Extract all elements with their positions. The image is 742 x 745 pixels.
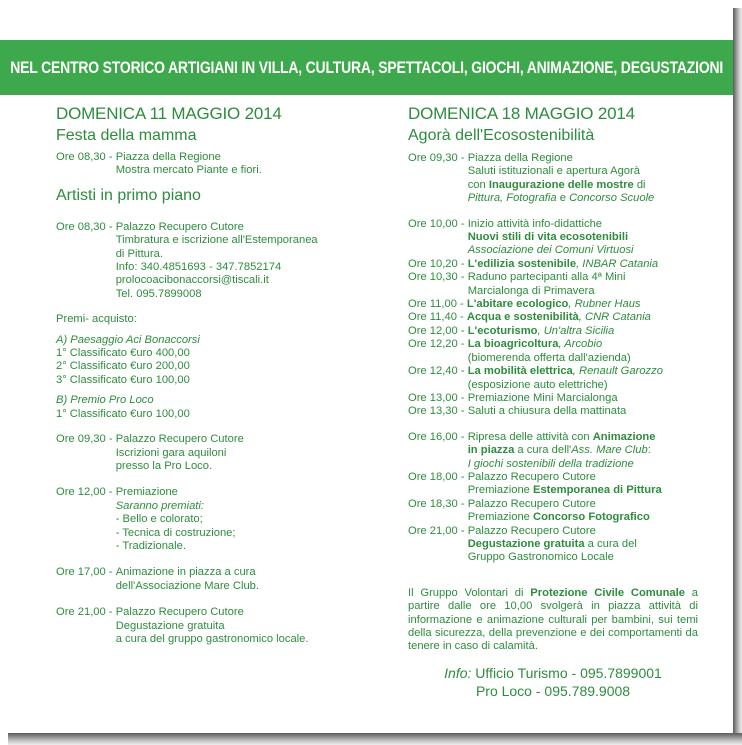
event-line: (biomerenda offerta dall'azienda) (467, 351, 631, 364)
event-line-italic: , Un'altra Sicilia (537, 324, 615, 337)
event-item (56, 221, 356, 301)
event-line: Palazzo Recupero Cutore (467, 497, 596, 510)
event-line: Timbratura e iscrizione all'Estemporanea (115, 234, 318, 247)
event-item (56, 433, 356, 473)
event-time: Ore 13,00 - (408, 391, 468, 404)
event-line-italic: I giochi sostenibili della tradizione (467, 457, 634, 470)
event-line: Inizio attività info-didattiche (467, 217, 603, 230)
event-line: - Bello e colorato; (115, 513, 203, 526)
event-time: Ore 13,30 - (408, 405, 468, 418)
event-line (468, 338, 698, 351)
event-line-part: Premiazione (467, 484, 533, 497)
event-item (408, 471, 698, 498)
info-text: Ufficio Turismo - 095.7899001 (471, 664, 662, 681)
event-line-part: : (647, 444, 651, 457)
event-time: Ore 12,40 - (408, 365, 468, 378)
event-time: Ore 08,30 - (56, 151, 116, 163)
paragraph-part: Il Gruppo Volontari di (408, 586, 531, 599)
event-line (468, 179, 698, 192)
event-time: Ore 18,00 - (408, 470, 468, 483)
event-details (468, 152, 698, 206)
left-column (56, 103, 356, 646)
prize-b-title-text: B) Premio Pro Loco (56, 394, 154, 407)
event-item (408, 431, 698, 471)
event-time: Ore 10,20 - (408, 257, 468, 270)
event-line: Palazzo Recupero Cutore (467, 524, 596, 537)
prize-b-title (56, 394, 356, 407)
event-details (116, 606, 356, 646)
event-item (408, 311, 698, 324)
event-item (408, 405, 698, 418)
event-details (116, 486, 356, 553)
event-time: Ore 08,30 - (56, 220, 116, 233)
event-line-italic: Pittura, Fotografia (467, 192, 557, 205)
event-line: Palazzo Recupero Cutore (115, 220, 244, 233)
info-line-1 (408, 664, 698, 682)
left-day-heading: DOMENICA 11 MAGGIO 2014 (56, 104, 282, 123)
event-details (116, 221, 356, 301)
event-details (468, 498, 698, 525)
event-line (468, 365, 698, 378)
event-line-bold: La bioagricoltura (467, 338, 559, 351)
event-line: di Pittura. (115, 247, 163, 260)
event-item (408, 218, 698, 258)
event-line-bold: L'edilizia sostenibile (467, 257, 577, 270)
event-line: Gruppo Gastronomico Locale (467, 551, 614, 564)
paragraph-bold: Protezione Civile Comunale (530, 586, 685, 599)
event-item (408, 498, 698, 525)
event-item (56, 566, 356, 593)
event-time: Ore 10,00 - (408, 217, 468, 230)
event-line-part: e (556, 192, 570, 205)
event-line: Raduno partecipanti alla 4ª Mini (467, 271, 626, 284)
event-time: Ore 21,00 - (56, 606, 116, 619)
event-line-part: Ripresa delle attività con (467, 430, 593, 443)
agora-heading: Agorà dell'Ecosostenibilità (408, 127, 595, 144)
event-details (468, 365, 698, 392)
event-line (468, 431, 698, 444)
prize-a-title-text: A) Paesaggio Aci Bonaccorsi (56, 333, 200, 346)
premi-heading: Premi- acquisto: (56, 313, 137, 326)
prize-line: 3° Classificato €uro 100,00 (56, 373, 190, 386)
event-line (468, 244, 698, 257)
event-line-bold: Inaugurazione delle mostre (488, 178, 634, 191)
event-line-part: Premiazione (467, 511, 533, 524)
info-line-2: Pro Loco - 095.789.9008 (475, 682, 631, 699)
event-line-bold: La mobilità elettrica (467, 365, 573, 378)
event-details (468, 338, 698, 365)
event-item (56, 151, 356, 178)
event-line-bold: in piazza (467, 444, 515, 457)
event-line-bold: Animazione (592, 430, 656, 443)
event-line-bold: Concorso Fotografico (533, 511, 650, 524)
event-line-bold: Acqua e sostenibilità (466, 311, 579, 324)
event-time: Ore 11,00 - (408, 298, 467, 311)
event-line-italic: , Rubner Haus (568, 298, 641, 311)
event-line-italic: Associazione dei Comuni Virtuosi (467, 244, 634, 257)
event-line: Animazione in piazza a cura (115, 566, 256, 579)
event-time: Ore 16,00 - (408, 430, 468, 443)
festa-heading: Festa della mamma (56, 127, 197, 144)
header-banner (0, 40, 733, 95)
event-line-italic: , CNR Catania (578, 311, 651, 324)
event-details (116, 433, 356, 473)
event-line-part: a cura del (584, 537, 637, 550)
event-details: Saluti a chiusura della mattinata (467, 405, 627, 418)
event-line: Piazza della Regione (467, 152, 573, 164)
event-line-part: di (633, 178, 646, 191)
event-details (468, 525, 698, 565)
event-line: presso la Pro Loco. (115, 459, 213, 472)
event-line (468, 192, 698, 205)
event-line-italic: Ass. Mare Club (571, 444, 648, 457)
event-item (408, 271, 698, 298)
event-line-italic: Concorso Scuole (569, 192, 655, 205)
event-line-bold: Nuovi stili di vita ecosotenibili (467, 231, 629, 244)
prize-line: 2° Classificato €uro 200,00 (56, 360, 190, 373)
event-details (468, 218, 698, 258)
event-item (56, 486, 356, 553)
prize-line: 1° Classificato €uro 400,00 (56, 347, 190, 360)
event-item (408, 298, 698, 311)
event-details (467, 298, 698, 311)
event-line-italic: , INBAR Catania (576, 257, 659, 270)
event-line-italic: , Arcobio (558, 338, 603, 351)
event-line: - Tradizionale. (115, 539, 186, 552)
event-line-bold: Degustazione gratuita (467, 537, 585, 550)
event-line (468, 538, 698, 551)
event-details (116, 566, 356, 593)
event-line: Iscrizioni gara aquiloni (115, 446, 227, 459)
event-details (468, 325, 698, 338)
paragraph-part: a partire dalle ore 10,00 svolgerà in piazza attività di informazione e animazione culturali per bambini, sui temi della sicurezza, della prevenzione e dei comportamenti da tenere in caso di calamità. (408, 586, 698, 653)
protezione-civile-paragraph (408, 587, 698, 654)
event-time: Ore 10,30 - (408, 271, 468, 284)
event-time: Ore 09,30 - (408, 152, 468, 164)
event-time: Ore 12,00 - (56, 486, 116, 499)
event-item (408, 525, 698, 565)
event-line: prolocoacibonaccorsi@tiscali.it (115, 274, 269, 287)
event-line-bold: L'abitare ecologico (466, 298, 569, 311)
right-day-heading: DOMENICA 18 MAGGIO 2014 (408, 104, 635, 123)
event-line: Palazzo Recupero Cutore (115, 606, 244, 619)
event-line (468, 484, 698, 497)
event-line: dell'Associazione Mare Club. (115, 579, 259, 592)
event-item (408, 365, 698, 392)
event-line: Premiazione (115, 486, 178, 499)
event-line-part: a cura dell' (514, 444, 572, 457)
event-line: Saluti istituzionali e apertura Agorà (467, 165, 640, 178)
prize-line: 1° Classificato €uro 100,00 (56, 407, 190, 420)
event-item (56, 606, 356, 646)
event-details (467, 311, 698, 324)
event-line-part: con (467, 178, 489, 191)
event-details: Premiazione Mini Marcialonga (467, 391, 618, 404)
event-line (468, 511, 698, 524)
page-shadow-bottom (8, 733, 742, 745)
page-shadow-right (733, 8, 742, 745)
event-item (408, 338, 698, 365)
prize-a-title (56, 334, 356, 347)
event-time: Ore 17,00 - (56, 566, 116, 579)
event-line-italic: Saranno premiati: (115, 499, 205, 512)
event-item (408, 325, 698, 338)
event-item (408, 392, 698, 405)
event-line: Palazzo Recupero Cutore (467, 470, 596, 483)
event-item (408, 258, 698, 271)
event-line (116, 500, 356, 513)
event-details (468, 431, 698, 471)
event-line: a cura del gruppo gastronomico locale. (115, 632, 309, 645)
info-label: Info: (444, 664, 472, 681)
event-line: Degustazione gratuita (115, 619, 225, 632)
event-line: (esposizione auto elettriche) (467, 378, 608, 391)
event-line-italic: , Renault Garozzo (572, 365, 663, 378)
event-time: Ore 09,30 - (56, 433, 116, 446)
event-details (116, 151, 356, 178)
event-item (408, 152, 698, 206)
event-line: Tel. 095.7899008 (115, 287, 202, 300)
event-line (468, 231, 698, 244)
event-line (468, 444, 698, 457)
event-time: Ore 21,00 - (408, 524, 468, 537)
event-time: Ore 18,30 - (408, 497, 468, 510)
event-time: Ore 12,20 - (408, 338, 468, 351)
event-line: - Tecnica di costruzione; (115, 526, 236, 539)
event-line: Palazzo Recupero Cutore (115, 433, 244, 446)
event-line (468, 458, 698, 471)
event-line: Info: 340.4851693 - 347.7852174 (115, 261, 282, 274)
event-line: Mostra mercato Piante e fiori. (115, 164, 262, 177)
event-time: Ore 11,40 - (408, 311, 467, 324)
event-line: Marcialonga di Primavera (467, 284, 595, 297)
banner-text: NEL CENTRO STORICO ARTIGIANI IN VILLA, CULTURA, SPETTACOLI, GIOCHI, ANIMAZIONE, DEGUSTAZIONI (10, 57, 723, 77)
event-line: Piazza della Regione (115, 151, 221, 163)
event-details (468, 258, 698, 271)
event-line-bold: Estemporanea di Pittura (533, 484, 662, 497)
event-details (468, 471, 698, 498)
event-details (468, 271, 698, 298)
artisti-heading: Artisti in primo piano (56, 186, 201, 204)
event-time: Ore 12,00 - (408, 324, 468, 337)
right-column (408, 103, 698, 700)
event-line-bold: L'ecoturismo (467, 324, 538, 337)
